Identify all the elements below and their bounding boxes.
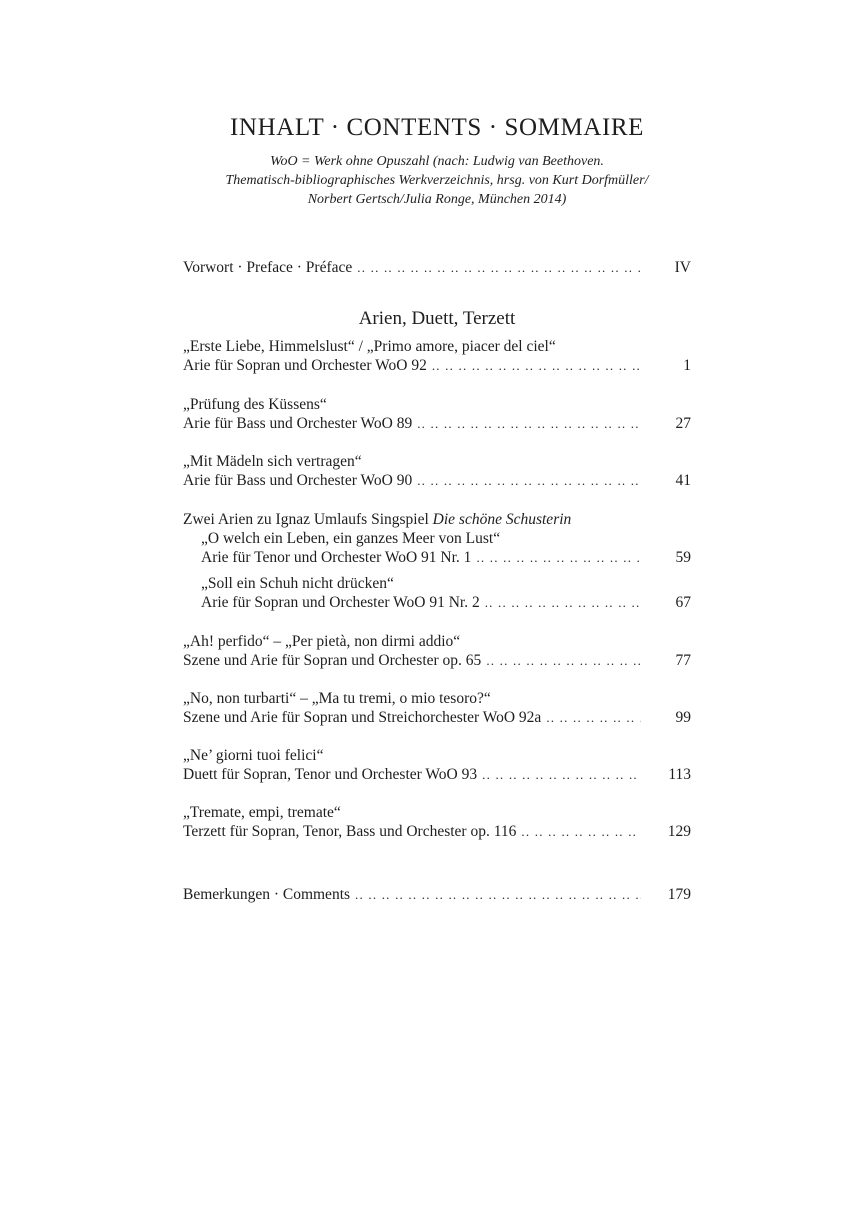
dot-leader [486,651,641,670]
entry-title: „Ah! perfido“ – „Per pietà, non dirmi addio“ [183,633,461,650]
dot-leader [355,885,641,904]
page-number: 179 [667,886,691,903]
abbreviation-note-line: Thematisch-bibliographisches Werkverzeichnis, hrsg. von Kurt Dorfmüller/ [225,173,649,188]
section-heading: Arien, Duett, Terzett [358,308,516,329]
dot-leader [417,414,641,433]
page-number: 1 [683,357,691,374]
abbreviation-note-line: WoO = Werk ohne Opuszahl (nach: Ludwig van Beethoven. [270,154,604,169]
dot-leader [546,708,641,727]
abbreviation-note-line: Norbert Gertsch/Julia Ronge, München 2014) [307,192,567,207]
page-number: 27 [675,415,691,432]
entry-description: Arie für Bass und Orchester WoO 89 [183,415,413,432]
toc-sub-entry[interactable] [183,529,691,567]
entry-title: „O welch ein Leben, ein ganzes Meer von Lust“ [201,530,501,547]
entry-description: Arie für Tenor und Orchester WoO 91 Nr. 1 [201,549,472,566]
entry-title: „Ne’ giorni tuoi felici“ [183,747,324,764]
toc-entry-group [183,510,691,612]
dot-leader [432,356,641,375]
toc-sub-entry[interactable] [183,574,691,612]
entry-title: „Soll ein Schuh nicht drücken“ [201,575,394,592]
entry-title: „Tremate, empi, tremate“ [183,804,341,821]
entry-title: „Prüfung des Küssens“ [183,396,327,413]
page-title: INHALT · CONTENTS · SOMMAIRE [229,114,645,141]
dot-leader [357,258,641,277]
page-number: 99 [675,709,691,726]
page-number: 77 [675,652,691,669]
page-number: 113 [668,766,691,783]
page-number: 67 [675,594,691,611]
entry-title: „No, non turbarti“ – „Ma tu tremi, o mio tesoro?“ [183,690,491,707]
entry-description: Szene und Arie für Sopran und Orchester op. 65 [183,652,482,669]
toc-entry[interactable] [183,632,691,670]
group-title-prefix: Zwei Arien zu Ignaz Umlaufs Singspiel [183,511,433,528]
entry-description: Szene und Arie für Sopran und Streichorchester WoO 92a [183,709,542,726]
abbreviation-note [173,152,701,209]
dot-leader [485,593,641,612]
entry-description: Duett für Sopran, Tenor und Orchester WoO 93 [183,766,478,783]
entry-label: Vorwort · Preface · Préface [183,259,353,276]
page-number: 59 [675,549,691,566]
entry-title: „Mit Mädeln sich vertragen“ [183,453,362,470]
dot-leader [482,765,641,784]
entry-description: Arie für Bass und Orchester WoO 90 [183,472,413,489]
toc-entry-comments[interactable] [183,885,691,904]
page-number: 41 [675,472,691,489]
entry-description: Arie für Sopran und Orchester WoO 91 Nr. 2 [201,594,480,611]
entry-label: Bemerkungen · Comments [183,886,351,903]
entry-description: Terzett für Sopran, Tenor, Bass und Orchester op. 116 [183,823,517,840]
page-number: 129 [667,823,691,840]
toc-entry[interactable] [183,803,691,841]
toc-entry[interactable] [183,452,691,490]
toc-entry[interactable] [183,689,691,727]
entry-description: Arie für Sopran und Orchester WoO 92 [183,357,427,374]
toc-entry[interactable] [183,395,691,433]
dot-leader [417,471,641,490]
toc-entry[interactable] [183,746,691,784]
page-number: IV [674,259,691,276]
toc-entry[interactable] [183,337,691,375]
dot-leader [476,548,641,567]
dot-leader [521,822,641,841]
group-title [183,510,571,529]
entry-title: „Erste Liebe, Himmelslust“ / „Primo amore, piacer del ciel“ [183,338,556,355]
group-title-work: Die schöne Schusterin [432,511,572,528]
toc-entry-preface[interactable] [183,258,691,277]
